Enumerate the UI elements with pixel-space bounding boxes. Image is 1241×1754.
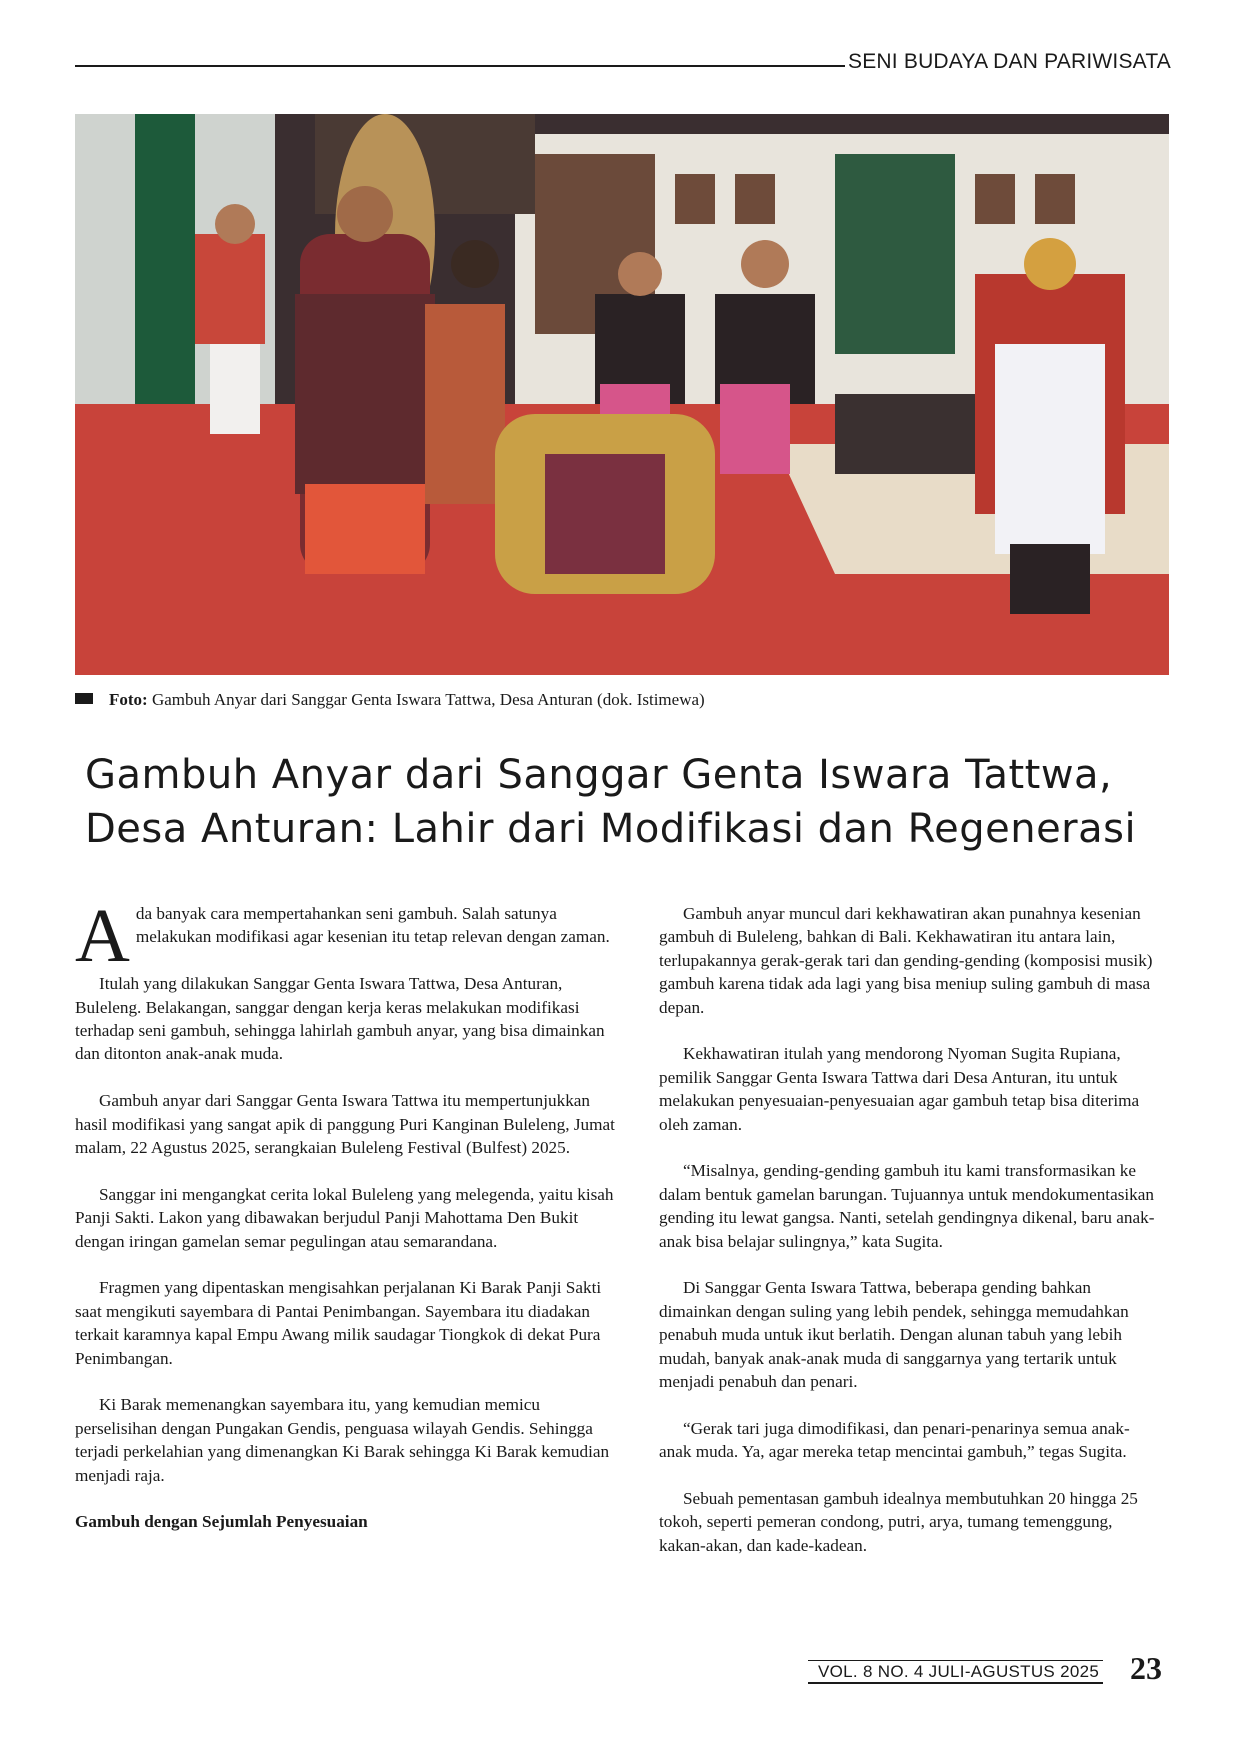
title-line-1: Gambuh Anyar dari Sanggar Genta Iswara Tattwa, — [85, 752, 1113, 798]
body-paragraph: Fragmen yang dipentaskan mengisahkan perjalanan Ki Barak Panji Sakti saat mengikuti sayembara di Pantai Penimbangan. Sayembara itu diadakan terkait karamnya kapal Empu Awang milik saudagar Tiongkok di dekat Pura Penimbangan. — [75, 1278, 602, 1368]
body-paragraph: Sanggar ini mengangkat cerita lokal Buleleng yang melegenda, yaitu kisah Panji Sakti. Lakon yang dibawakan berjudul Panji Mahottama Den Bukit dengan iringan gamelan semar pegulingan atau semarandana. — [75, 1184, 614, 1251]
body-paragraph: Di Sanggar Genta Iswara Tattwa, beberapa gending bahkan dimainkan dengan suling yang lebih pendek, sehingga memudahkan penabuh muda untuk ikut berlatih. Dengan alunan tabuh yang lebih mudah, banyak anak-anak muda di sanggarnya yang tertarik untuk menjadi penabuh dan penari. — [659, 1278, 1129, 1392]
article-title — [85, 748, 1165, 856]
article-photo — [75, 114, 1169, 675]
page-number: 23 — [1130, 1650, 1162, 1686]
gambuh-performance-photo — [75, 114, 1169, 675]
body-paragraph: Ki Barak memenangkan sayembara itu, yang kemudian memicu perselisihan dengan Pungakan Gendis, penguasa wilayah Gendis. Sehingga terjadi perkelahian yang dimenangkan Ki Barak sehingga Ki Barak kemudian menjadi raja. — [75, 1395, 610, 1485]
section-header: SENI BUDAYA DAN PARIWISATA — [848, 50, 1171, 73]
lead-paragraph — [75, 894, 620, 978]
section-subheading: Gambuh dengan Sejumlah Penyesuaian — [75, 1512, 368, 1532]
caption-text: Gambuh Anyar dari Sanggar Genta Iswara Tattwa, Desa Anturan (dok. Istimewa) — [147, 690, 705, 709]
caption-label: Foto: — [109, 690, 148, 709]
body-paragraph: Sebuah pementasan gambuh idealnya membutuhkan 20 hingga 25 tokoh, seperti pemeran condong, putri, arya, tumang temenggung, kakan-akan, dan kade-kadean. — [659, 1489, 1138, 1555]
title-line-2: Desa Anturan: Lahir dari Modifikasi dan Regenerasi — [85, 806, 1137, 852]
drop-cap: A — [75, 894, 130, 978]
body-paragraph: “Gerak tari juga dimodifikasi, dan penari-penarinya semua anak-anak muda. Ya, agar mereka tetap mencintai gambuh,” tegas Sugita. — [659, 1418, 1130, 1462]
body-paragraph: Gambuh anyar dari Sanggar Genta Iswara Tattwa itu mempertunjukkan hasil modifikasi yang sangat apik di panggung Puri Kanginan Buleleng, Jumat malam, 22 Agustus 2025, serangkaian Buleleng Festival (Bulfest) 2025. — [75, 1091, 615, 1158]
body-paragraph: Itulah yang dilakukan Sanggar Genta Iswara Tattwa, Desa Anturan, Buleleng. Belakangan, sanggar dengan kerja keras melakukan modifikasi terhadap seni gambuh, sehingga lahirlah gambuh anyar, yang bisa dimainkan dan ditonton anak-anak muda. — [75, 974, 605, 1064]
issue-info: VOL. 8 NO. 4 JULI-AGUSTUS 2025 — [808, 1660, 1103, 1684]
lead-text: da banyak cara mempertahankan seni gambuh. Salah satunya melakukan modifikasi agar kesenian itu tetap relevan dengan zaman. — [135, 904, 610, 947]
article-column-left — [75, 894, 620, 1557]
photo-caption — [75, 690, 705, 710]
body-paragraph: Gambuh anyar muncul dari kekhawatiran akan punahnya kesenian gambuh di Buleleng, bahkan di Bali. Kekhawatiran itu antara lain, terlupakannya gerak-gerak tari dan gending-gending (komposisi musik) gambuh karena tidak ada lagi yang bisa meniup suling gambuh di masa depan. — [659, 904, 1153, 1017]
body-paragraph: Kekhawatiran itulah yang mendorong Nyoman Sugita Rupiana, pemilik Sanggar Genta Iswara Tattwa dari Desa Anturan, itu untuk melakukan penyesuaian-penyesuaian agar gambuh tetap bisa diterima oleh zaman. — [659, 1044, 1140, 1134]
caption-marker — [75, 693, 93, 704]
header-rule — [75, 65, 845, 67]
article-column-right — [659, 902, 1159, 1581]
body-paragraph: “Misalnya, gending-gending gambuh itu kami transformasikan ke dalam bentuk gamelan barungan. Tujuannya untuk mendokumentasikan gending itu lewat gangsa. Nanti, setelah gendingnya dikenal, baru anak-anak bisa belajar sulingnya,” kata Sugita. — [659, 1161, 1155, 1251]
